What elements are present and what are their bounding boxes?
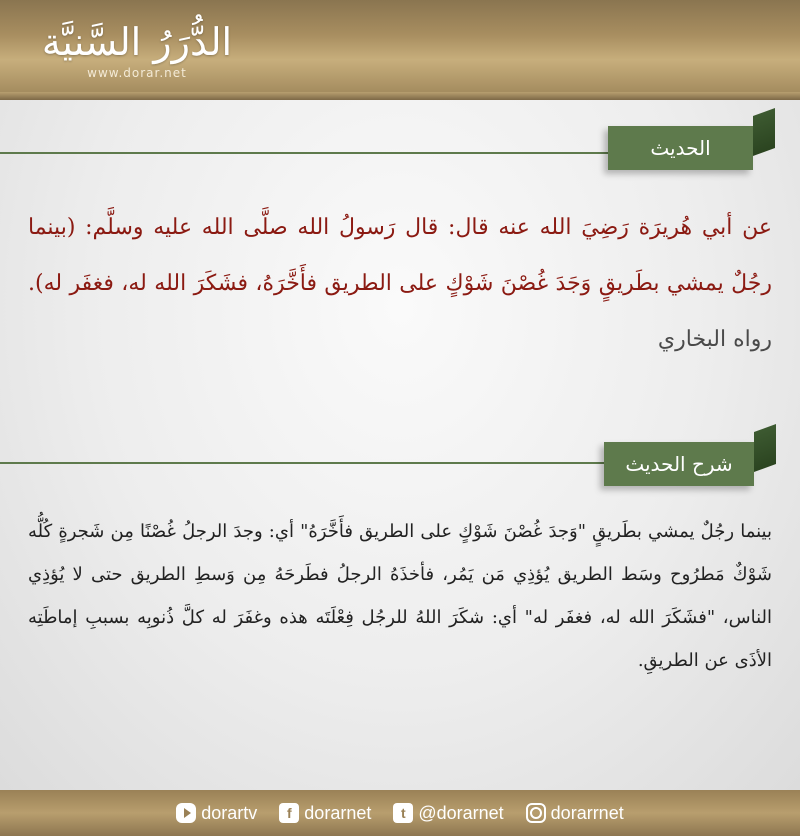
sharh-text: بينما رجُلٌ يمشي بطَريقٍ "وَجدَ غُصْنَ شَوْكٍ على الطريق فأَخَّرَهُ" أي: وجدَ الرجلُ غُصْنًا مِن شَجرةٍ كُلُّه شَوْكٌ مَطرُوح وسَط الطريق يُؤذِي مَن يَمُر، فأخذَهُ الرجلُ فطَرحَهُ مِن وَسطِ الطريق حتى لا يُؤذِي الناس، "فشَكَرَ الله له، فغفَر له" أي: شكَرَ اللهُ للرجُل فِعْلَتَه هذه وغفَرَ له كلَّ ذُنوبِه بسببِ إماطَتِه الأذَى عن الطريقِ. <box>28 521 772 671</box>
facebook-icon: f <box>279 803 299 823</box>
dorar-logo[interactable] <box>22 18 252 88</box>
twitter-icon: t <box>393 803 413 823</box>
logo-title: الدُّرَرُ السَّنيَّة <box>41 20 233 64</box>
hadith-text <box>28 200 772 368</box>
footer-social-bar <box>0 790 800 836</box>
hadith-narrator: رواه البخاري <box>657 327 772 352</box>
youtube-handle: dorartv <box>201 802 258 823</box>
logo-url: www.dorar.net <box>87 66 187 80</box>
header-banner <box>0 0 800 100</box>
twitter-handle: @dorarnet <box>418 802 504 823</box>
twitter-link[interactable] <box>393 803 503 824</box>
facebook-link[interactable] <box>279 803 371 824</box>
sharh-section-label <box>604 442 754 486</box>
ribbon-flap <box>753 108 775 156</box>
hadith-divider <box>0 152 608 154</box>
sharh-divider <box>0 462 604 464</box>
hadith-section-label <box>608 126 753 170</box>
hadith-body: عن أبي هُريرَة رَضِيَ الله عنه قال: قال رَسولُ الله صلَّى الله عليه وسلَّم: (بينما رجُلٌ يمشي بطَريقٍ وَجَدَ غُصْنَ شَوْكٍ على الطريق فأَخَّرَهُ، فشَكَرَ الله له، فغفَر له). <box>28 215 772 296</box>
instagram-icon <box>526 803 546 823</box>
youtube-link[interactable] <box>176 803 257 824</box>
instagram-handle: dorarrnet <box>550 802 624 823</box>
instagram-link[interactable] <box>526 803 624 824</box>
hadith-label-text: الحديث <box>650 136 711 160</box>
youtube-icon <box>176 803 196 823</box>
facebook-handle: dorarnet <box>304 802 372 823</box>
ribbon-flap <box>754 424 776 472</box>
sharh-label-text: شرح الحديث <box>625 452 733 476</box>
